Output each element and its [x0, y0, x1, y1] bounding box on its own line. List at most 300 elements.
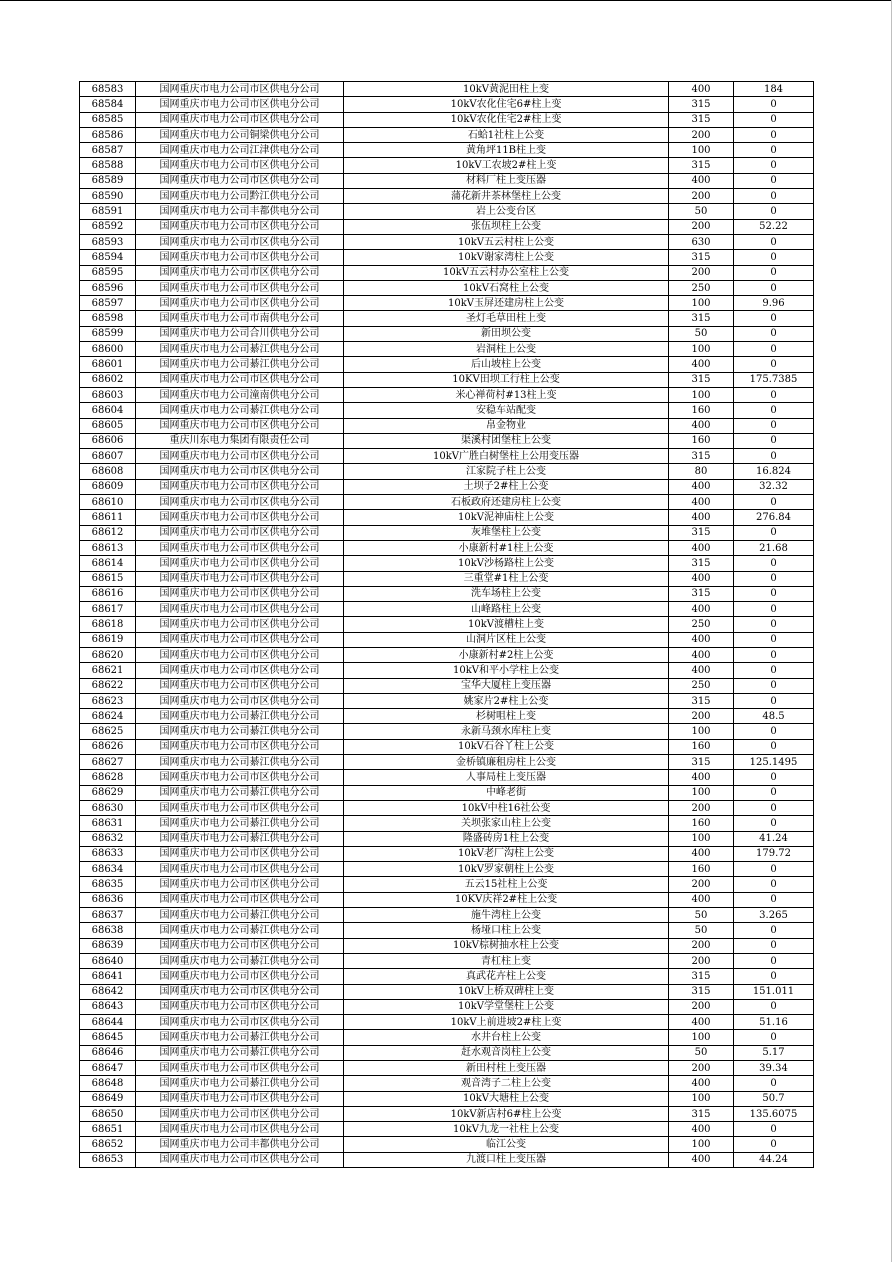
value-cell: 0	[734, 678, 814, 693]
company-cell: 国网重庆市电力公司綦江供电分公司	[136, 953, 344, 968]
transformer-name-cell: 10kV沙杨路柱上公变	[344, 556, 669, 571]
company-cell: 国网重庆市电力公司市区供电分公司	[136, 770, 344, 785]
table-row	[80, 953, 814, 968]
value-cell: 0	[734, 1122, 814, 1137]
row-id-cell: 68587	[80, 143, 136, 158]
transformer-name-cell: 10kV工农坡2#柱上变	[344, 158, 669, 173]
value-cell: 0	[734, 632, 814, 647]
company-cell: 国网重庆市电力公司市区供电分公司	[136, 418, 344, 433]
table-row	[80, 510, 814, 525]
transformer-name-cell: 山洞片区柱上公变	[344, 632, 669, 647]
row-id-cell: 68621	[80, 663, 136, 678]
value-cell: 0	[734, 739, 814, 754]
company-cell: 国网重庆市电力公司市区供电分公司	[136, 234, 344, 249]
value-cell: 0	[734, 449, 814, 464]
value-cell: 0	[734, 877, 814, 892]
company-cell: 国网重庆市电力公司市区供电分公司	[136, 617, 344, 632]
value-cell: 48.5	[734, 709, 814, 724]
table-row	[80, 739, 814, 754]
company-cell: 国网重庆市电力公司市区供电分公司	[136, 846, 344, 861]
company-cell: 国网重庆市电力公司綦江供电分公司	[136, 342, 344, 357]
table-row	[80, 862, 814, 877]
row-id-cell: 68652	[80, 1137, 136, 1152]
value-cell: 0	[734, 1076, 814, 1091]
value-cell: 52.22	[734, 219, 814, 234]
company-cell: 国网重庆市电力公司丰都供电分公司	[136, 1137, 344, 1152]
value-cell: 276.84	[734, 510, 814, 525]
table-row	[80, 403, 814, 418]
value-cell: 0	[734, 785, 814, 800]
value-cell: 41.24	[734, 831, 814, 846]
table-row	[80, 97, 814, 112]
row-id-cell: 68636	[80, 892, 136, 907]
company-cell: 国网重庆市电力公司市区供电分公司	[136, 999, 344, 1014]
transformer-name-cell: 安稳车站配变	[344, 403, 669, 418]
capacity-cell: 400	[669, 173, 734, 188]
company-cell: 国网重庆市电力公司市区供电分公司	[136, 495, 344, 510]
table-row	[80, 1061, 814, 1076]
capacity-cell: 50	[669, 1045, 734, 1060]
table-row	[80, 433, 814, 448]
page-top-border	[0, 0, 892, 1]
value-cell: 0	[734, 357, 814, 372]
capacity-cell: 400	[669, 1152, 734, 1167]
value-cell: 0	[734, 969, 814, 984]
table-row	[80, 984, 814, 999]
value-cell: 0	[734, 800, 814, 815]
company-cell: 国网重庆市电力公司市区供电分公司	[136, 82, 344, 97]
capacity-cell: 315	[669, 525, 734, 540]
row-id-cell: 68645	[80, 1030, 136, 1045]
transformer-name-cell: 10kV五云村办公室柱上公变	[344, 265, 669, 280]
transformer-name-cell: 10kV学堂堡柱上公变	[344, 999, 669, 1014]
capacity-cell: 160	[669, 403, 734, 418]
capacity-cell: 315	[669, 372, 734, 387]
capacity-cell: 160	[669, 816, 734, 831]
row-id-cell: 68647	[80, 1061, 136, 1076]
company-cell: 国网重庆市电力公司江津供电分公司	[136, 143, 344, 158]
row-id-cell: 68651	[80, 1122, 136, 1137]
row-id-cell: 68648	[80, 1076, 136, 1091]
table-row	[80, 357, 814, 372]
transformer-name-cell: 10kV渡槽柱上变	[344, 617, 669, 632]
transformer-name-cell: 石蛤1社柱上公变	[344, 127, 669, 142]
transformer-name-cell: 金桥镇廉租房柱上公变	[344, 755, 669, 770]
capacity-cell: 400	[669, 632, 734, 647]
capacity-cell: 200	[669, 1061, 734, 1076]
row-id-cell: 68597	[80, 296, 136, 311]
table-row	[80, 495, 814, 510]
company-cell: 国网重庆市电力公司市区供电分公司	[136, 1091, 344, 1106]
row-id-cell: 68613	[80, 540, 136, 555]
table-row	[80, 724, 814, 739]
value-cell: 0	[734, 189, 814, 204]
capacity-cell: 400	[669, 571, 734, 586]
transformer-name-cell: 10KV庆祥2#柱上公变	[344, 892, 669, 907]
company-cell: 国网重庆市电力公司市区供电分公司	[136, 479, 344, 494]
value-cell: 0	[734, 143, 814, 158]
row-id-cell: 68589	[80, 173, 136, 188]
row-id-cell: 68625	[80, 724, 136, 739]
transformer-name-cell: 蒲花新井茶林堡柱上公变	[344, 189, 669, 204]
value-cell: 0	[734, 97, 814, 112]
table-row	[80, 663, 814, 678]
capacity-cell: 50	[669, 923, 734, 938]
value-cell: 0	[734, 556, 814, 571]
company-cell: 国网重庆市电力公司市区供电分公司	[136, 984, 344, 999]
row-id-cell: 68615	[80, 571, 136, 586]
table-row	[80, 892, 814, 907]
transformer-name-cell: 张伍坝柱上公变	[344, 219, 669, 234]
capacity-cell: 160	[669, 433, 734, 448]
company-cell: 国网重庆市电力公司潼南供电分公司	[136, 387, 344, 402]
row-id-cell: 68624	[80, 709, 136, 724]
capacity-cell: 400	[669, 479, 734, 494]
capacity-cell: 200	[669, 709, 734, 724]
table-row	[80, 923, 814, 938]
value-cell: 0	[734, 892, 814, 907]
capacity-cell: 400	[669, 770, 734, 785]
company-cell: 国网重庆市电力公司綦江供电分公司	[136, 1030, 344, 1045]
company-cell: 国网重庆市电力公司丰都供电分公司	[136, 204, 344, 219]
company-cell: 国网重庆市电力公司綦江供电分公司	[136, 816, 344, 831]
row-id-cell: 68592	[80, 219, 136, 234]
company-cell: 国网重庆市电力公司市区供电分公司	[136, 556, 344, 571]
transformer-name-cell: 小康新村#2柱上公变	[344, 647, 669, 662]
transformer-name-cell: 10kV石窝柱上公变	[344, 280, 669, 295]
company-cell: 国网重庆市电力公司铜梁供电分公司	[136, 127, 344, 142]
value-cell: 135.6075	[734, 1106, 814, 1121]
transformer-name-cell: 三重堂#1柱上公变	[344, 571, 669, 586]
company-cell: 国网重庆市电力公司綦江供电分公司	[136, 357, 344, 372]
value-cell: 0	[734, 571, 814, 586]
value-cell: 0	[734, 158, 814, 173]
company-cell: 国网重庆市电力公司綦江供电分公司	[136, 785, 344, 800]
row-id-cell: 68607	[80, 449, 136, 464]
row-id-cell: 68608	[80, 464, 136, 479]
company-cell: 国网重庆市电力公司市区供电分公司	[136, 938, 344, 953]
transformer-name-cell: 10kV石谷丫柱上公变	[344, 739, 669, 754]
company-cell: 国网重庆市电力公司市区供电分公司	[136, 800, 344, 815]
row-id-cell: 68630	[80, 800, 136, 815]
row-id-cell: 68584	[80, 97, 136, 112]
value-cell: 0	[734, 265, 814, 280]
capacity-cell: 400	[669, 846, 734, 861]
row-id-cell: 68614	[80, 556, 136, 571]
row-id-cell: 68609	[80, 479, 136, 494]
company-cell: 国网重庆市电力公司市区供电分公司	[136, 1015, 344, 1030]
row-id-cell: 68632	[80, 831, 136, 846]
value-cell: 0	[734, 862, 814, 877]
company-cell: 国网重庆市电力公司綦江供电分公司	[136, 831, 344, 846]
row-id-cell: 68631	[80, 816, 136, 831]
value-cell: 175.7385	[734, 372, 814, 387]
value-cell: 0	[734, 1030, 814, 1045]
company-cell: 国网重庆市电力公司市区供电分公司	[136, 449, 344, 464]
company-cell: 国网重庆市电力公司綦江供电分公司	[136, 403, 344, 418]
table-row	[80, 127, 814, 142]
value-cell: 0	[734, 617, 814, 632]
transformer-name-cell: 圣灯毛草田柱上变	[344, 311, 669, 326]
transformer-name-cell: 米心禅荷村#13柱上变	[344, 387, 669, 402]
table-row	[80, 173, 814, 188]
capacity-cell: 100	[669, 143, 734, 158]
table-row	[80, 709, 814, 724]
company-cell: 国网重庆市电力公司市区供电分公司	[136, 892, 344, 907]
table-row	[80, 464, 814, 479]
table-row	[80, 969, 814, 984]
table-row	[80, 1030, 814, 1045]
row-id-cell: 68601	[80, 357, 136, 372]
value-cell: 0	[734, 602, 814, 617]
table-row	[80, 204, 814, 219]
table-row	[80, 1045, 814, 1060]
capacity-cell: 200	[669, 219, 734, 234]
capacity-cell: 315	[669, 158, 734, 173]
row-id-cell: 68617	[80, 602, 136, 617]
capacity-cell: 200	[669, 127, 734, 142]
transformer-name-cell: 石板政府还建房柱上公变	[344, 495, 669, 510]
capacity-cell: 400	[669, 647, 734, 662]
transformer-name-cell: 临江公变	[344, 1137, 669, 1152]
value-cell: 21.68	[734, 540, 814, 555]
value-cell: 0	[734, 280, 814, 295]
row-id-cell: 68629	[80, 785, 136, 800]
table-row	[80, 586, 814, 601]
table-row	[80, 1091, 814, 1106]
row-id-cell: 68638	[80, 923, 136, 938]
row-id-cell: 68612	[80, 525, 136, 540]
capacity-cell: 50	[669, 204, 734, 219]
table-row	[80, 999, 814, 1014]
value-cell: 5.17	[734, 1045, 814, 1060]
transformer-name-cell: 岩上公变台区	[344, 204, 669, 219]
capacity-cell: 315	[669, 586, 734, 601]
company-cell: 国网重庆市电力公司市区供电分公司	[136, 158, 344, 173]
transformer-name-cell: 中峰老街	[344, 785, 669, 800]
table-row	[80, 1015, 814, 1030]
company-cell: 国网重庆市电力公司市区供电分公司	[136, 173, 344, 188]
value-cell: 179.72	[734, 846, 814, 861]
table-row	[80, 296, 814, 311]
capacity-cell: 200	[669, 953, 734, 968]
transformer-name-cell: 江家院子柱上公变	[344, 464, 669, 479]
company-cell: 国网重庆市电力公司市区供电分公司	[136, 1061, 344, 1076]
row-id-cell: 68594	[80, 250, 136, 265]
transformer-name-cell: 帛金物业	[344, 418, 669, 433]
value-cell: 16.824	[734, 464, 814, 479]
transformer-name-cell: 10kV大塘柱上公变	[344, 1091, 669, 1106]
table-row	[80, 1106, 814, 1121]
company-cell: 国网重庆市电力公司市区供电分公司	[136, 571, 344, 586]
transformer-name-cell: 渠溪村团堡柱上公变	[344, 433, 669, 448]
row-id-cell: 68599	[80, 326, 136, 341]
row-id-cell: 68603	[80, 387, 136, 402]
value-cell: 0	[734, 127, 814, 142]
row-id-cell: 68641	[80, 969, 136, 984]
capacity-cell: 250	[669, 280, 734, 295]
capacity-cell: 100	[669, 1137, 734, 1152]
table-row	[80, 540, 814, 555]
table-row	[80, 908, 814, 923]
row-id-cell: 68606	[80, 433, 136, 448]
transformer-name-cell: 青杠柱上变	[344, 953, 669, 968]
table-row	[80, 938, 814, 953]
capacity-cell: 315	[669, 969, 734, 984]
capacity-cell: 400	[669, 510, 734, 525]
company-cell: 国网重庆市电力公司市区供电分公司	[136, 525, 344, 540]
value-cell: 0	[734, 387, 814, 402]
row-id-cell: 68593	[80, 234, 136, 249]
transformer-name-cell: 10kV棕树抽水柱上公变	[344, 938, 669, 953]
table-row	[80, 1076, 814, 1091]
row-id-cell: 68634	[80, 862, 136, 877]
value-cell: 0	[734, 418, 814, 433]
value-cell: 0	[734, 495, 814, 510]
capacity-cell: 315	[669, 693, 734, 708]
row-id-cell: 68598	[80, 311, 136, 326]
transformer-name-cell: 10kV新店村6#柱上公变	[344, 1106, 669, 1121]
capacity-cell: 100	[669, 724, 734, 739]
value-cell: 0	[734, 342, 814, 357]
value-cell: 0	[734, 311, 814, 326]
value-cell: 0	[734, 234, 814, 249]
value-cell: 0	[734, 938, 814, 953]
company-cell: 国网重庆市电力公司市区供电分公司	[136, 663, 344, 678]
value-cell: 0	[734, 693, 814, 708]
table-row	[80, 602, 814, 617]
table-row	[80, 342, 814, 357]
table-row	[80, 617, 814, 632]
row-id-cell: 68591	[80, 204, 136, 219]
value-cell: 0	[734, 663, 814, 678]
row-id-cell: 68618	[80, 617, 136, 632]
table-row	[80, 816, 814, 831]
table-row	[80, 632, 814, 647]
company-cell: 国网重庆市电力公司市区供电分公司	[136, 1152, 344, 1167]
transformer-name-cell: 九渡口柱上变压器	[344, 1152, 669, 1167]
transformer-name-cell: 真武花卉柱上公变	[344, 969, 669, 984]
row-id-cell: 68626	[80, 739, 136, 754]
transformer-name-cell: 10kV中柱16社公变	[344, 800, 669, 815]
capacity-cell: 400	[669, 495, 734, 510]
table-row	[80, 143, 814, 158]
table-row	[80, 158, 814, 173]
capacity-cell: 315	[669, 311, 734, 326]
company-cell: 国网重庆市电力公司綦江供电分公司	[136, 1045, 344, 1060]
transformer-name-cell: 姚家片2#柱上公变	[344, 693, 669, 708]
company-cell: 国网重庆市电力公司市南供电分公司	[136, 311, 344, 326]
transformer-name-cell: 10kV和平小学柱上公变	[344, 663, 669, 678]
transformer-name-cell: 材料厂柱上变压器	[344, 173, 669, 188]
company-cell: 国网重庆市电力公司市区供电分公司	[136, 586, 344, 601]
transformer-name-cell: 10kV五云村柱上公变	[344, 234, 669, 249]
row-id-cell: 68642	[80, 984, 136, 999]
value-cell: 44.24	[734, 1152, 814, 1167]
value-cell: 0	[734, 1137, 814, 1152]
capacity-cell: 400	[669, 602, 734, 617]
row-id-cell: 68585	[80, 112, 136, 127]
transformer-name-cell: 10kV罗家朝柱上公变	[344, 862, 669, 877]
value-cell: 9.96	[734, 296, 814, 311]
company-cell: 国网重庆市电力公司綦江供电分公司	[136, 755, 344, 770]
value-cell: 39.34	[734, 1061, 814, 1076]
row-id-cell: 68588	[80, 158, 136, 173]
company-cell: 国网重庆市电力公司綦江供电分公司	[136, 724, 344, 739]
table-row	[80, 387, 814, 402]
row-id-cell: 68643	[80, 999, 136, 1014]
row-id-cell: 68586	[80, 127, 136, 142]
row-id-cell: 68611	[80, 510, 136, 525]
table-row	[80, 831, 814, 846]
transformer-name-cell: 洗车场柱上公变	[344, 586, 669, 601]
table-row	[80, 1122, 814, 1137]
company-cell: 国网重庆市电力公司市区供电分公司	[136, 464, 344, 479]
table-row	[80, 112, 814, 127]
capacity-cell: 400	[669, 418, 734, 433]
transformer-name-cell: 水井台柱上公变	[344, 1030, 669, 1045]
table-row	[80, 449, 814, 464]
capacity-cell: 315	[669, 984, 734, 999]
capacity-cell: 80	[669, 464, 734, 479]
value-cell: 3.265	[734, 908, 814, 923]
table-row	[80, 800, 814, 815]
row-id-cell: 68650	[80, 1106, 136, 1121]
row-id-cell: 68627	[80, 755, 136, 770]
row-id-cell: 68590	[80, 189, 136, 204]
capacity-cell: 630	[669, 234, 734, 249]
table-row	[80, 234, 814, 249]
table-row	[80, 1152, 814, 1167]
table-row	[80, 479, 814, 494]
table-row	[80, 770, 814, 785]
transformer-name-cell: 新田村柱上变压器	[344, 1061, 669, 1076]
table-row	[80, 693, 814, 708]
transformer-name-cell: 10kV农化住宅2#柱上变	[344, 112, 669, 127]
capacity-cell: 315	[669, 250, 734, 265]
value-cell: 0	[734, 326, 814, 341]
transformer-name-cell: 关坝张家山柱上公变	[344, 816, 669, 831]
company-cell: 国网重庆市电力公司市区供电分公司	[136, 739, 344, 754]
row-id-cell: 68602	[80, 372, 136, 387]
table-row	[80, 326, 814, 341]
table-row	[80, 755, 814, 770]
capacity-cell: 315	[669, 1106, 734, 1121]
transformer-name-cell: 灰堆堡柱上公变	[344, 525, 669, 540]
capacity-cell: 315	[669, 556, 734, 571]
row-id-cell: 68646	[80, 1045, 136, 1060]
value-cell: 151.011	[734, 984, 814, 999]
company-cell: 国网重庆市电力公司市区供电分公司	[136, 1122, 344, 1137]
table-row	[80, 571, 814, 586]
transformer-name-cell: 后山坡柱上公变	[344, 357, 669, 372]
company-cell: 国网重庆市电力公司市区供电分公司	[136, 877, 344, 892]
company-cell: 重庆川东电力集团有限责任公司	[136, 433, 344, 448]
transformer-name-cell: 施牛湾柱上公变	[344, 908, 669, 923]
row-id-cell: 68619	[80, 632, 136, 647]
capacity-cell: 50	[669, 908, 734, 923]
company-cell: 国网重庆市电力公司綦江供电分公司	[136, 908, 344, 923]
transformer-name-cell: 岩洞柱上公变	[344, 342, 669, 357]
capacity-cell: 400	[669, 1122, 734, 1137]
row-id-cell: 68620	[80, 647, 136, 662]
row-id-cell: 68610	[80, 495, 136, 510]
row-id-cell: 68622	[80, 678, 136, 693]
capacity-cell: 400	[669, 1015, 734, 1030]
transformer-name-cell: 新田坝公变	[344, 326, 669, 341]
value-cell: 0	[734, 173, 814, 188]
row-id-cell: 68616	[80, 586, 136, 601]
